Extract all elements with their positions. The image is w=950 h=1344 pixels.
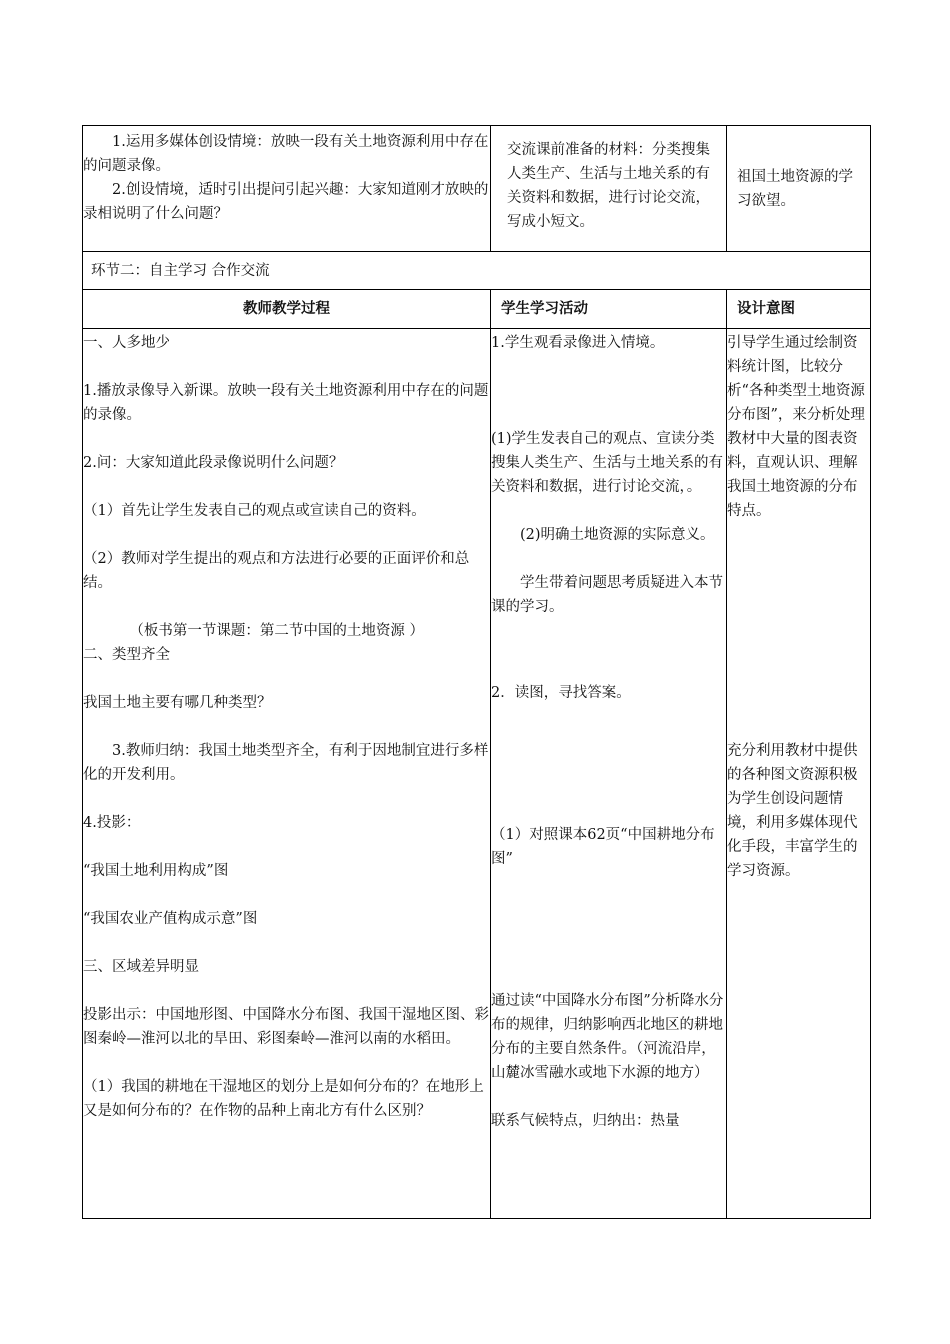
intro-student-text: 交流课前准备的材料：分类搜集人类生产、生活与土地关系的有关资料和数据，进行讨论交流，写成小短文。 xyxy=(507,142,710,230)
student-para-8: 联系气候特点，归纳出：热量 xyxy=(491,1113,680,1129)
design-intent-cell xyxy=(727,329,871,1219)
intro-teacher-line-1: 1.运用多媒体创设情境：放映一段有关土地资源利用中存在的问题录像。 xyxy=(83,134,489,174)
teacher-para-7: 3.教师归纳：我国土地类型齐全，有利于因地制宜进行多样化的开发利用。 xyxy=(83,743,489,783)
teacher-para-12: （1）我国的耕地在干湿地区的划分上是如何分布的？在地形上又是如何分布的？在作物的品种上南北方有什么区别？ xyxy=(83,1079,484,1119)
student-activity-cell xyxy=(491,329,727,1219)
header-design: 设计意图 xyxy=(727,290,871,329)
header-row xyxy=(83,290,871,329)
student-para-7: 通过读“中国降水分布图”分析降水分布的规律，归纳影响西北地区的耕地分布的主要自然条件。（河流沿岸，山麓冰雪融水或地下水源的地方） xyxy=(491,993,724,1081)
intro-teacher-line-2: 2.创设情境，适时引出提问引起兴趣：大家知道刚才放映的录相说明了什么问题？ xyxy=(83,182,489,222)
design-para-2: 充分利用教材中提供的各种图文资源积极为学生创设问题情境，利用多媒体现代化手段，丰富学生的学习资源。 xyxy=(727,743,858,879)
teacher-process-cell xyxy=(83,329,491,1219)
teacher-para-6: 我国土地主要有哪几种类型？ xyxy=(83,695,272,711)
teacher-para-1: 1.播放录像导入新课。放映一段有关土地资源利用中存在的问题的录像。 xyxy=(83,383,489,423)
intro-student-cell xyxy=(491,126,727,252)
intro-design-text: 祖国土地资源的学习欲望。 xyxy=(737,168,853,209)
teacher-para-3: （1）首先让学生发表自己的观点或宣读自己的资料。 xyxy=(83,503,426,519)
section-title-cell xyxy=(83,252,871,290)
lesson-plan-table xyxy=(82,125,871,1219)
teacher-para-4: （2）教师对学生提出的观点和方法进行必要的正面评价和总结。 xyxy=(83,551,470,591)
student-para-5: 2．读图，寻找答案。 xyxy=(491,685,631,701)
student-para-6: （1）对照课本62页“中国耕地分布图” xyxy=(491,827,715,867)
design-para-1: 引导学生通过绘制资料统计图，比较分析“各种类型土地资源分布图”，来分析处理教材中大量的图表资料，直观认识、理解我国土地资源的分布特点。 xyxy=(727,335,865,519)
header-student: 学生学习活动 xyxy=(491,290,727,329)
student-para-3: (2)明确土地资源的实际意义。 xyxy=(520,527,715,543)
section-title: 环节二：自主学习 合作交流 xyxy=(91,262,270,279)
teacher-para-8: 4.投影： xyxy=(83,815,141,831)
teacher-heading-3: 三、区域差异明显 xyxy=(83,959,199,975)
teacher-para-10: “我国农业产值构成示意”图 xyxy=(83,911,258,927)
section-row xyxy=(83,252,871,290)
intro-teacher-cell xyxy=(83,126,491,252)
teacher-para-2: 2.问：大家知道此段录像说明什么问题？ xyxy=(83,455,344,471)
header-teacher: 教师教学过程 xyxy=(83,290,491,329)
content-row xyxy=(83,329,871,1219)
teacher-heading-1: 一、人多地少 xyxy=(83,335,170,351)
teacher-para-11: 投影出示：中国地形图、中国降水分布图、我国干湿地区图、彩图秦岭—淮河以北的旱田、彩图秦岭—淮河以南的水稻田。 xyxy=(83,1007,489,1047)
intro-design-cell xyxy=(727,126,871,252)
teacher-para-5: （板书第一节课题：第二节中国的土地资源 ） xyxy=(129,623,424,639)
student-para-4: 学生带着问题思考质疑进入本节课的学习。 xyxy=(491,575,723,615)
student-para-2: (1)学生发表自己的观点、宣读分类搜集人类生产、生活与土地关系的有关资料和数据，进行讨论交流，。 xyxy=(491,431,723,495)
teacher-heading-2: 二、类型齐全 xyxy=(83,647,170,663)
student-para-1: 1.学生观看录像进入情境。 xyxy=(491,335,665,351)
intro-row xyxy=(83,126,871,252)
teacher-para-9: “我国土地利用构成”图 xyxy=(83,863,229,879)
